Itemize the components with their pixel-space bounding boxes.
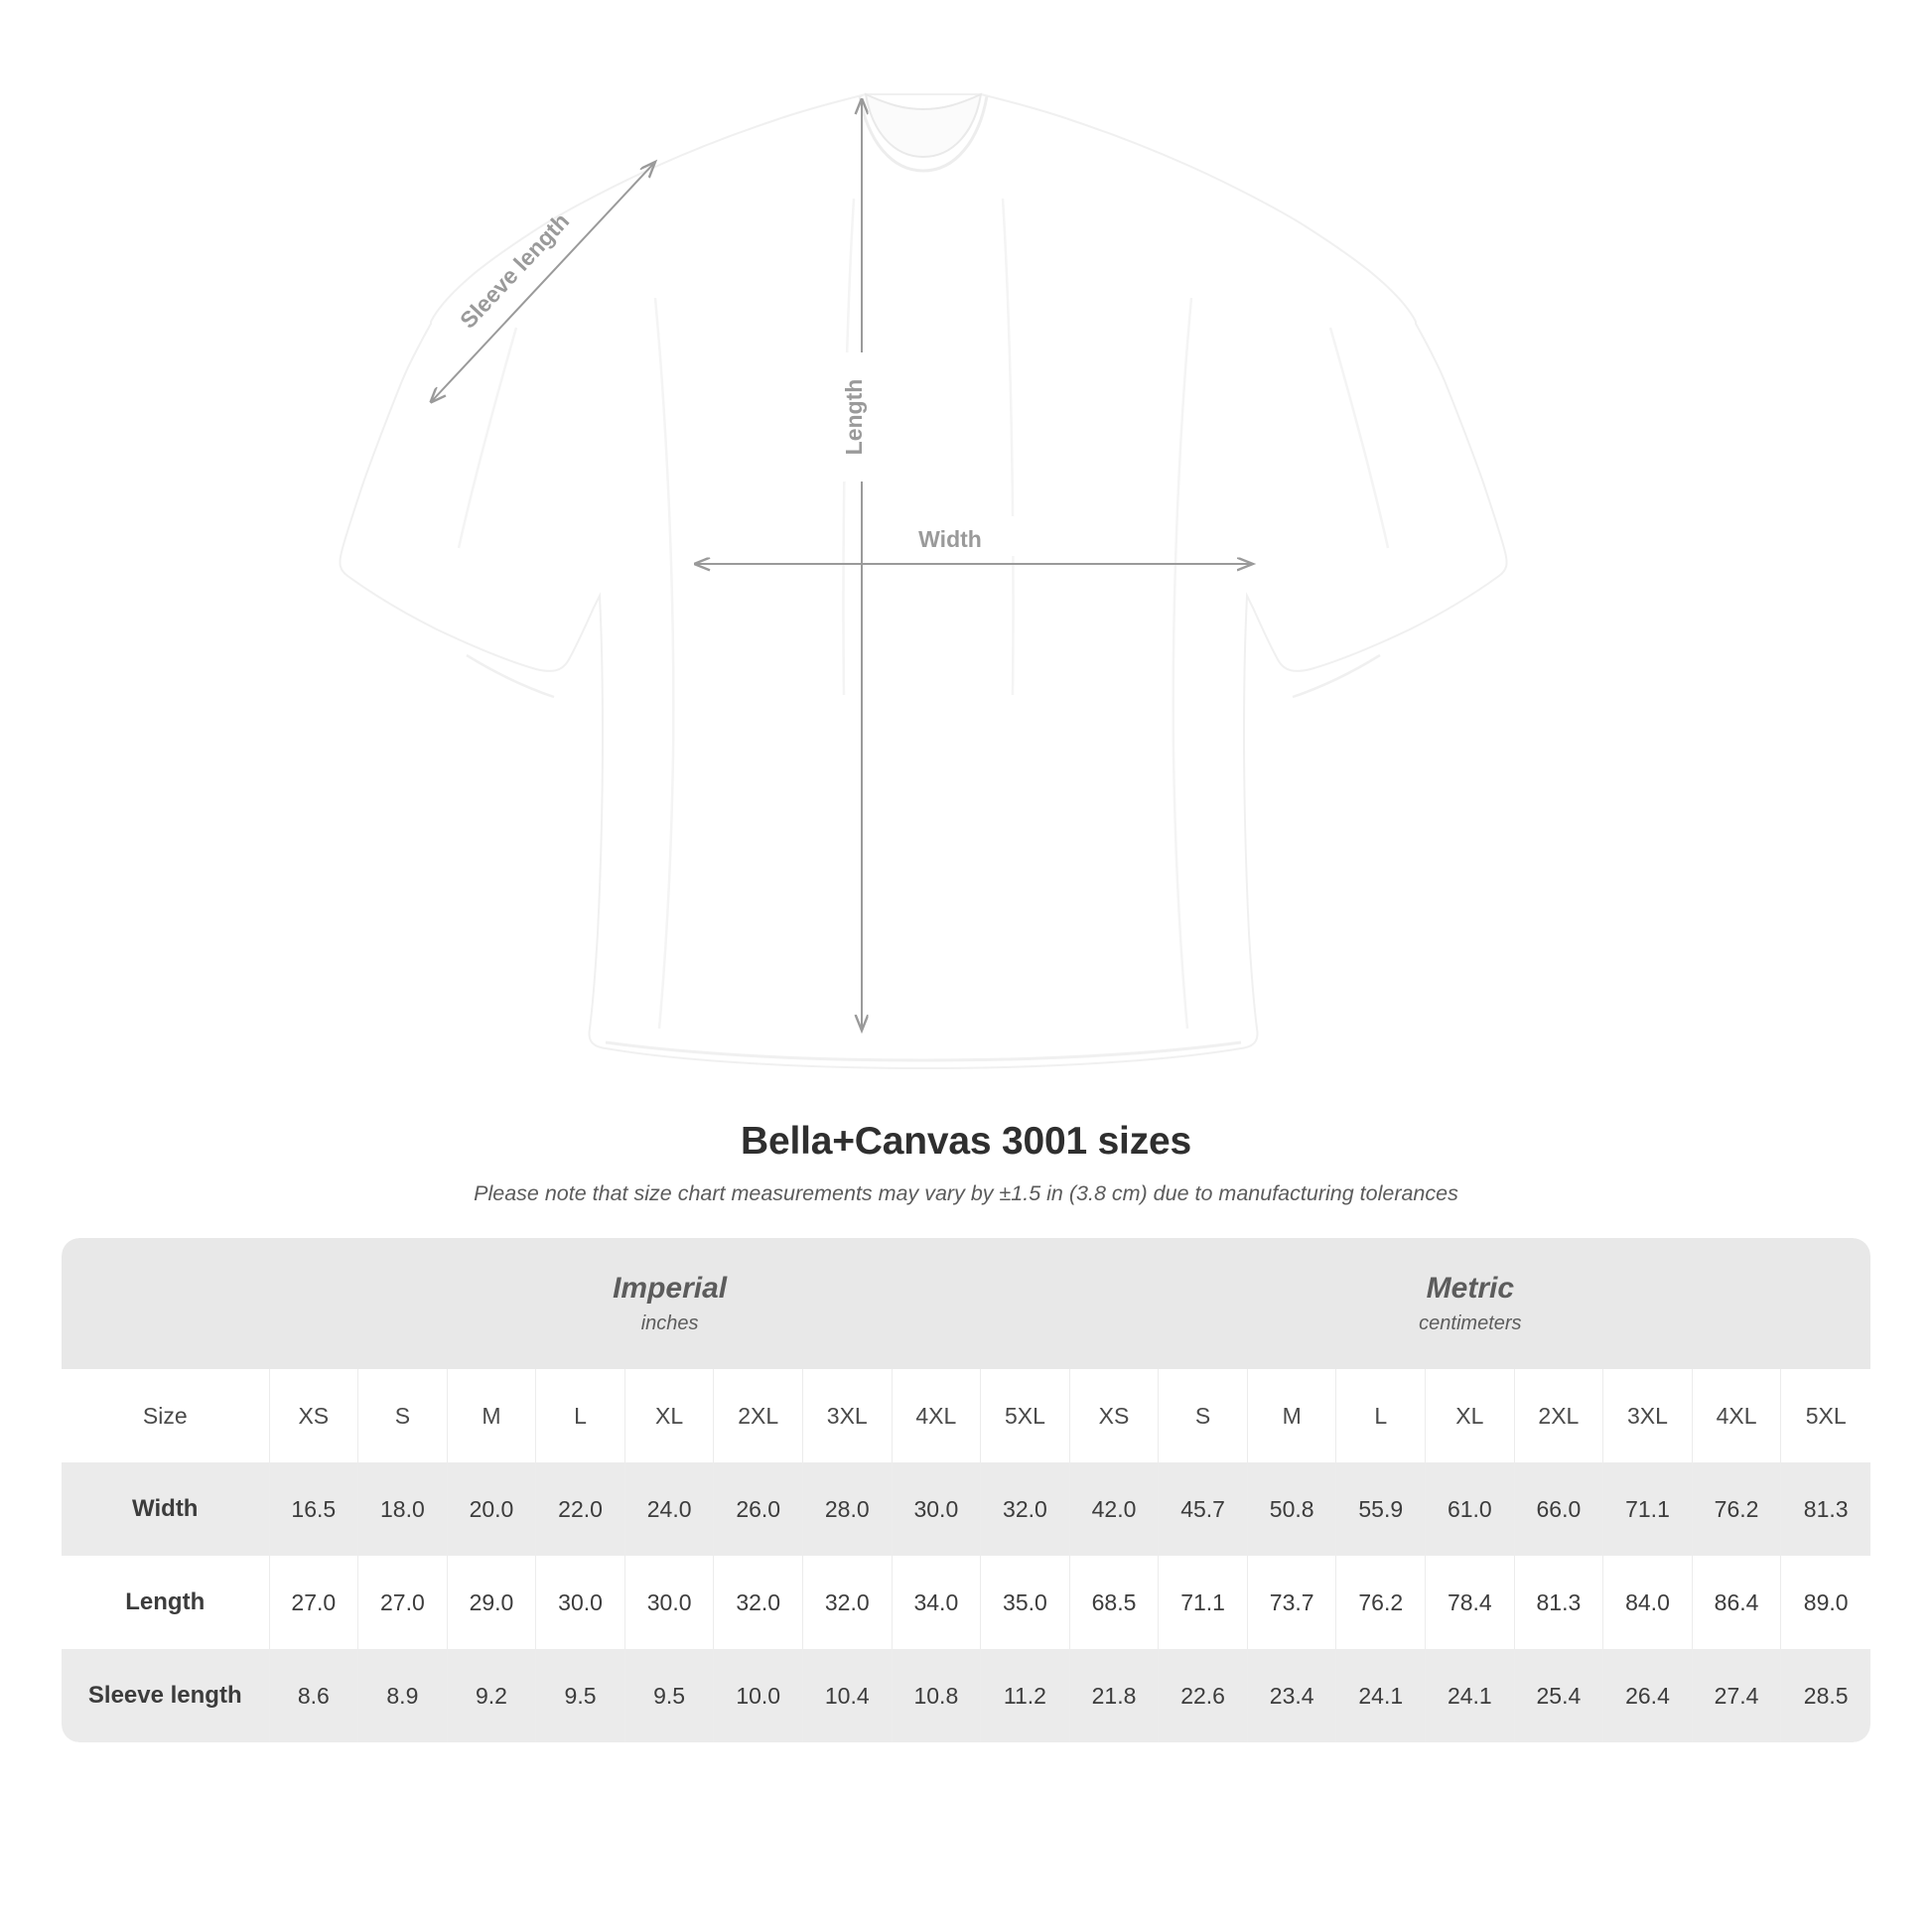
measure-cell: 55.9 [1336,1462,1426,1556]
measure-cell: 68.5 [1070,1556,1160,1649]
measure-cell: 61.0 [1426,1462,1515,1556]
size-header-cell: XS [1070,1369,1160,1462]
title-block [0,1120,1932,1206]
measure-cell: 10.4 [803,1649,893,1742]
measure-cell: 66.0 [1515,1462,1604,1556]
table-row [62,1462,1870,1556]
size-header-cell: M [448,1369,537,1462]
measure-cell: 23.4 [1248,1649,1337,1742]
size-header-cell: L [1336,1369,1426,1462]
measure-cell: 21.8 [1070,1649,1160,1742]
measure-cell: 50.8 [1248,1462,1337,1556]
size-header-cell: 2XL [1515,1369,1604,1462]
size-table-wrapper [62,1238,1870,1742]
measure-cell: 73.7 [1248,1556,1337,1649]
measure-cell: 24.1 [1426,1649,1515,1742]
measure-cell: 42.0 [1070,1462,1160,1556]
unit-header-spacer [62,1238,270,1369]
measure-cell: 8.6 [270,1649,359,1742]
measure-cell: 28.0 [803,1462,893,1556]
measure-cell: 9.5 [625,1649,715,1742]
unit-group-imperial-name: Imperial [613,1272,728,1306]
measure-cell: 27.4 [1693,1649,1782,1742]
measure-cell: 32.0 [803,1556,893,1649]
size-header-cell: 5XL [1781,1369,1870,1462]
row-label-length: Length [62,1556,270,1649]
row-label-width: Width [62,1462,270,1556]
size-header-cell: S [358,1369,448,1462]
unit-group-imperial [270,1238,1070,1369]
measure-cell: 9.5 [536,1649,625,1742]
size-header-cell: XL [625,1369,715,1462]
measure-cell: 25.4 [1515,1649,1604,1742]
unit-header-row [62,1238,1870,1369]
measure-cell: 30.0 [536,1556,625,1649]
tshirt-shape [340,94,1506,1068]
measure-cell: 22.6 [1159,1649,1248,1742]
size-header-cell: M [1248,1369,1337,1462]
measure-cell: 27.0 [358,1556,448,1649]
unit-group-metric-sub: centimeters [1419,1311,1522,1334]
size-header-label: Size [62,1369,270,1462]
unit-group-metric [1070,1238,1870,1369]
width-label: Width [918,526,982,552]
measure-cell: 26.0 [714,1462,803,1556]
measure-cell: 10.8 [893,1649,982,1742]
measure-cell: 18.0 [358,1462,448,1556]
measure-cell: 76.2 [1693,1462,1782,1556]
size-header-row [62,1369,1870,1462]
table-row [62,1649,1870,1742]
size-header-cell: 5XL [981,1369,1070,1462]
measure-cell: 32.0 [981,1462,1070,1556]
measure-cell: 26.4 [1603,1649,1693,1742]
measure-cell: 71.1 [1159,1556,1248,1649]
measure-cell: 76.2 [1336,1556,1426,1649]
unit-group-imperial-sub: inches [640,1311,699,1334]
measure-cell: 35.0 [981,1556,1070,1649]
size-header-cell: S [1159,1369,1248,1462]
measure-cell: 30.0 [893,1462,982,1556]
size-table [62,1238,1870,1742]
measure-cell: 28.5 [1781,1649,1870,1742]
measure-cell: 86.4 [1693,1556,1782,1649]
measure-cell: 78.4 [1426,1556,1515,1649]
sleeve-length-label: Sleeve length [455,207,575,334]
unit-group-metric-name: Metric [1426,1272,1515,1306]
measure-cell: 34.0 [893,1556,982,1649]
size-header-cell: XS [270,1369,359,1462]
measure-cell: 24.1 [1336,1649,1426,1742]
size-header-cell: 2XL [714,1369,803,1462]
measure-cell: 81.3 [1781,1462,1870,1556]
row-label-sleeve-length: Sleeve length [62,1649,270,1742]
tolerance-note: Please note that size chart measurements may vary by ±1.5 in (3.8 cm) due to manufacturing tolerances [474,1181,1458,1205]
size-header-cell: 4XL [893,1369,982,1462]
measure-cell: 45.7 [1159,1462,1248,1556]
measure-cell: 22.0 [536,1462,625,1556]
measure-cell: 29.0 [448,1556,537,1649]
page-title: Bella+Canvas 3001 sizes [741,1120,1191,1163]
measure-cell: 11.2 [981,1649,1070,1742]
measure-cell: 81.3 [1515,1556,1604,1649]
measure-cell: 20.0 [448,1462,537,1556]
size-header-cell: 3XL [803,1369,893,1462]
length-label: Length [841,378,867,456]
measure-cell: 9.2 [448,1649,537,1742]
measure-cell: 32.0 [714,1556,803,1649]
size-header-cell: L [536,1369,625,1462]
measure-cell: 71.1 [1603,1462,1693,1556]
measure-cell: 16.5 [270,1462,359,1556]
table-row [62,1556,1870,1649]
measure-cell: 30.0 [625,1556,715,1649]
measure-cell: 89.0 [1781,1556,1870,1649]
measure-cell: 24.0 [625,1462,715,1556]
size-header-cell: 3XL [1603,1369,1693,1462]
size-header-cell: XL [1426,1369,1515,1462]
measure-cell: 84.0 [1603,1556,1693,1649]
measure-cell: 27.0 [270,1556,359,1649]
measure-cell: 8.9 [358,1649,448,1742]
measure-cell: 10.0 [714,1649,803,1742]
size-header-cell: 4XL [1693,1369,1782,1462]
